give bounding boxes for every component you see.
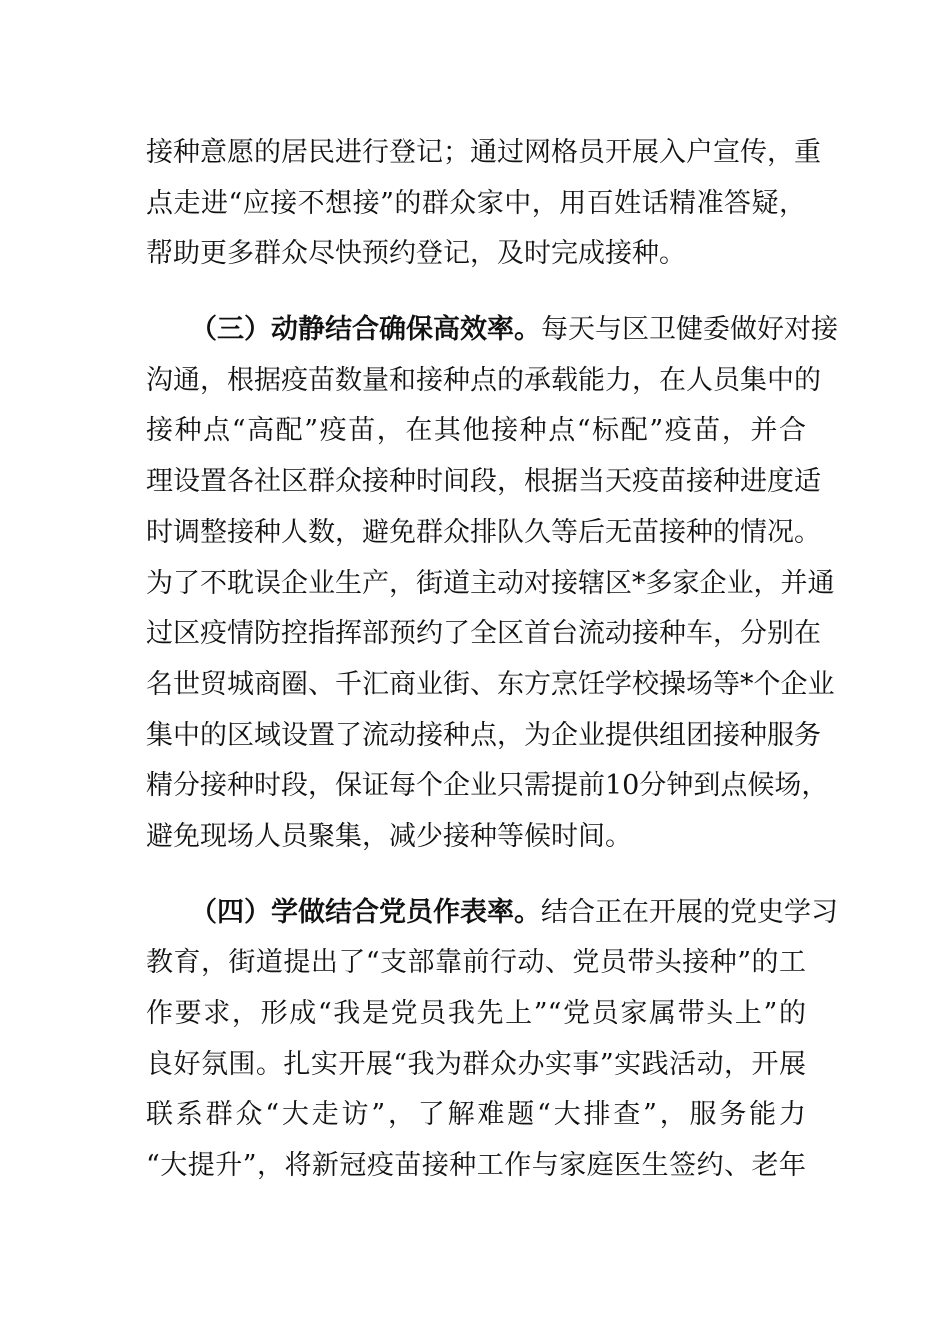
text-line: 为了不耽误企业生产，街道主动对接辖区*多家企业，并通 bbox=[146, 567, 835, 599]
paragraph-1 bbox=[146, 128, 821, 280]
text-line: “大提升”，将新冠疫苗接种工作与家庭医生签约、老年 bbox=[146, 1150, 806, 1182]
text-line: 理设置各社区群众接种时间段，根据当天疫苗接种进度适 bbox=[146, 466, 821, 498]
text-line: 集中的区域设置了流动接种点，为企业提供组团接种服务 bbox=[146, 719, 821, 751]
text-line-first bbox=[146, 888, 838, 939]
text-line: 联系群众“大走访”，了解难题“大排查”，服务能力 bbox=[146, 1099, 806, 1131]
text-line: 接种意愿的居民进行登记；通过网格员开展入户宣传，重 bbox=[146, 137, 821, 168]
section-heading: （四）学做结合党员作表率。 bbox=[190, 896, 541, 928]
section-heading: （三）动静结合确保高效率。 bbox=[190, 314, 541, 346]
text-line: 接种点“高配”疫苗，在其他接种点“标配”疫苗，并合 bbox=[146, 415, 806, 447]
text-line: 教育，街道提出了“支部靠前行动、党员带头接种”的工 bbox=[146, 947, 806, 979]
text-line: 名世贸城商圈、千汇商业街、东方烹饪学校操场等*个企业 bbox=[146, 668, 835, 700]
text-line: 帮助更多群众尽快预约登记，及时完成接种。 bbox=[146, 238, 686, 270]
text-run: 结合正在开展的党史学习 bbox=[541, 896, 838, 928]
text-line: 点走进“应接不想接”的群众家中，用百姓话精准答疑， bbox=[146, 187, 806, 219]
text-line: 精分接种时段，保证每个企业只需提前10分钟到点候场， bbox=[146, 770, 829, 802]
text-line: 过区疫情防控指挥部预约了全区首台流动接种车，分别在 bbox=[146, 618, 821, 650]
text-line: 避免现场人员聚集，减少接种等候时间。 bbox=[146, 820, 632, 852]
text-line: 时调整接种人数，避免群众排队久等后无苗接种的情况。 bbox=[146, 516, 821, 548]
text-line: 作要求，形成“我是党员我先上”“党员家属带头上”的 bbox=[146, 998, 806, 1029]
text-line: 良好氛围。扎实开展“我为群众办实事”实践活动，开展 bbox=[146, 1048, 806, 1080]
text-line-first bbox=[146, 305, 838, 356]
text-run: 每天与区卫健委做好对接 bbox=[541, 314, 838, 346]
paragraph-3 bbox=[146, 888, 838, 1192]
text-line: 沟通，根据疫苗数量和接种点的承载能力，在人员集中的 bbox=[146, 364, 821, 396]
document-body bbox=[146, 128, 838, 1192]
paragraph-2 bbox=[146, 305, 838, 863]
